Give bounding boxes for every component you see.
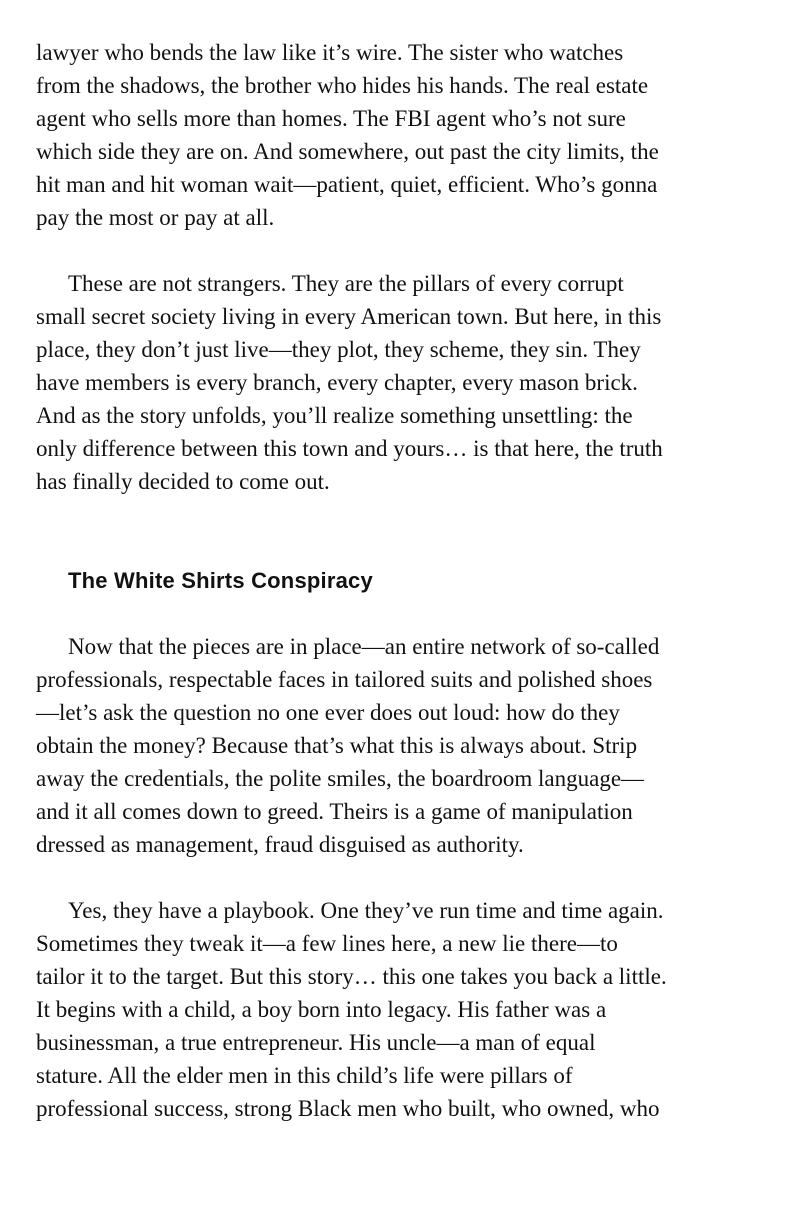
paragraph-spacer xyxy=(36,597,762,630)
text-line: tailor it to the target. But this story… this one takes you back a little. xyxy=(36,964,667,989)
document-page xyxy=(36,36,762,1125)
text-line: have members is every branch, every chapter, every mason brick. xyxy=(36,370,638,395)
text-line: —let’s ask the question no one ever does out loud: how do they xyxy=(36,700,620,725)
text-line: It begins with a child, a boy born into legacy. His father was a xyxy=(36,997,607,1022)
paragraph-strangers xyxy=(36,267,762,498)
text-line: pay the most or pay at all. xyxy=(36,205,275,230)
paragraph-pieces-in-place xyxy=(36,630,762,861)
paragraph-intro-continued xyxy=(36,36,762,234)
text-line: small secret society living in every American town. But here, in this xyxy=(36,304,662,329)
paragraph-spacer xyxy=(36,861,762,894)
text-line: businessman, a true entrepreneur. His uncle—a man of equal xyxy=(36,1030,596,1055)
text-line: place, they don’t just live—they plot, they scheme, they sin. They xyxy=(36,337,641,362)
text-line: stature. All the elder men in this child’s life were pillars of xyxy=(36,1063,573,1088)
text-line: has finally decided to come out. xyxy=(36,469,330,494)
text-line: professionals, respectable faces in tailored suits and polished shoes xyxy=(36,667,653,692)
text-line: agent who sells more than homes. The FBI agent who’s not sure xyxy=(36,106,626,131)
text-line: professional success, strong Black men who built, who owned, who xyxy=(36,1096,660,1121)
section-spacer xyxy=(36,531,762,564)
paragraph-spacer xyxy=(36,234,762,267)
text-line: from the shadows, the brother who hides his hands. The real estate xyxy=(36,73,649,98)
text-line: Yes, they have a playbook. One they’ve run time and time again. xyxy=(68,898,664,923)
section-heading: The White Shirts Conspiracy xyxy=(68,568,373,593)
text-line: And as the story unfolds, you’ll realize something unsettling: the xyxy=(36,403,633,428)
text-line: These are not strangers. They are the pillars of every corrupt xyxy=(68,271,624,296)
text-line: which side they are on. And somewhere, out past the city limits, the xyxy=(36,139,659,164)
text-line: Sometimes they tweak it—a few lines here, a new lie there—to xyxy=(36,931,618,956)
text-line: only difference between this town and yours… is that here, the truth xyxy=(36,436,663,461)
text-line: dressed as management, fraud disguised as authority. xyxy=(36,832,524,857)
paragraph-playbook xyxy=(36,894,762,1125)
text-line: lawyer who bends the law like it’s wire. The sister who watches xyxy=(36,40,624,65)
section-spacer xyxy=(36,498,762,531)
text-line: Now that the pieces are in place—an entire network of so-called xyxy=(68,634,660,659)
text-line: and it all comes down to greed. Theirs is a game of manipulation xyxy=(36,799,633,824)
text-line: hit man and hit woman wait—patient, quiet, efficient. Who’s gonna xyxy=(36,172,658,197)
text-line: obtain the money? Because that’s what this is always about. Strip xyxy=(36,733,638,758)
text-line: away the credentials, the polite smiles, the boardroom language— xyxy=(36,766,645,791)
